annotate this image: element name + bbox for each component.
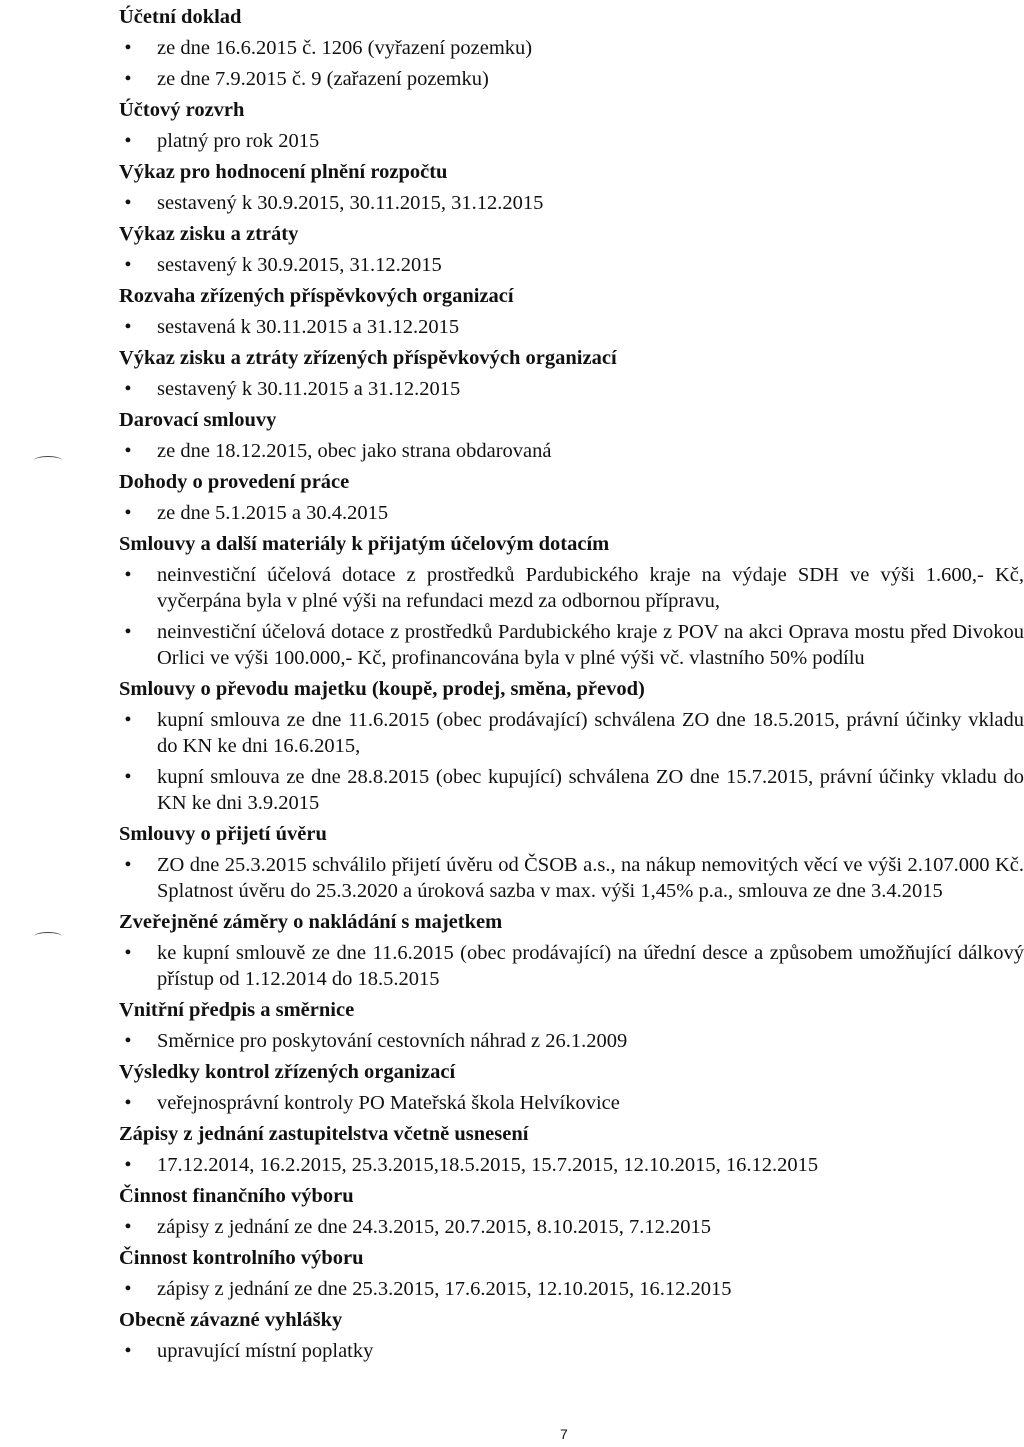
section xyxy=(119,1181,1024,1243)
section xyxy=(119,907,1024,995)
section-title: Smlouvy o převodu majetku (koupě, prodej, směna, převod) xyxy=(119,678,645,700)
document-body xyxy=(119,2,1024,1367)
list-item-text: platný pro rok 2015 xyxy=(157,130,320,152)
section xyxy=(119,995,1024,1057)
list-item xyxy=(119,374,1024,405)
list-item xyxy=(119,1088,1024,1119)
bullet-icon: • xyxy=(124,564,132,586)
list-item xyxy=(119,617,1024,674)
section-title: Činnost kontrolního výboru xyxy=(119,1247,364,1269)
list-item xyxy=(119,1212,1024,1243)
section-title: Výkaz zisku a ztráty zřízených příspěvkových organizací xyxy=(119,347,617,369)
bullet-icon: • xyxy=(124,1340,132,1362)
list-item xyxy=(119,188,1024,219)
list-item-text: neinvestiční účelová dotace z prostředků Pardubického kraje z POV na akci Oprava mostu před Divokou Orlici ve výši 100.000,- Kč, profinancována byla v plné výši vč. vlastního 50% podílu xyxy=(157,621,1024,669)
section-title: Zápisy z jednání zastupitelstva včetně usnesení xyxy=(119,1123,529,1145)
list-item xyxy=(119,1336,1024,1367)
list-item xyxy=(119,762,1024,819)
list-item-text: 17.12.2014, 16.2.2015, 25.3.2015,18.5.2015, 15.7.2015, 12.10.2015, 16.12.2015 xyxy=(157,1154,819,1176)
section xyxy=(119,343,1024,405)
list-item-text: veřejnosprávní kontroly PO Mateřská škola Helvíkovice xyxy=(157,1092,620,1114)
list-item xyxy=(119,1274,1024,1305)
list-item xyxy=(119,1026,1024,1057)
section xyxy=(119,819,1024,907)
list-item-text: ze dne 5.1.2015 a 30.4.2015 xyxy=(157,502,389,524)
section-title: Účtový rozvrh xyxy=(119,99,245,121)
bullet-icon: • xyxy=(124,1030,132,1052)
section xyxy=(119,529,1024,674)
bullet-icon: • xyxy=(124,316,132,338)
list-item xyxy=(119,33,1024,64)
list-item-text: ze dne 16.6.2015 č. 1206 (vyřazení pozemku) xyxy=(157,37,533,59)
section-title: Výkaz zisku a ztráty xyxy=(119,223,299,245)
list-item xyxy=(119,938,1024,995)
section xyxy=(119,405,1024,467)
section xyxy=(119,467,1024,529)
bullet-icon: • xyxy=(124,766,132,788)
bullet-icon: • xyxy=(124,1092,132,1114)
margin-mark xyxy=(34,456,62,465)
bullet-icon: • xyxy=(124,378,132,400)
list-item-text: Směrnice pro poskytování cestovních náhrad z 26.1.2009 xyxy=(157,1030,628,1052)
section xyxy=(119,95,1024,157)
list-item xyxy=(119,126,1024,157)
section xyxy=(119,281,1024,343)
section-title: Dohody o provedení práce xyxy=(119,471,350,493)
bullet-icon: • xyxy=(124,854,132,876)
section-title: Smlouvy a další materiály k přijatým účelovým dotacím xyxy=(119,533,610,555)
bullet-icon: • xyxy=(124,502,132,524)
list-item xyxy=(119,436,1024,467)
list-item-text: sestavený k 30.9.2015, 31.12.2015 xyxy=(157,254,442,276)
section xyxy=(119,2,1024,95)
margin-mark xyxy=(34,932,62,941)
list-item xyxy=(119,1150,1024,1181)
bullet-icon: • xyxy=(124,621,132,643)
section-title: Činnost finančního výboru xyxy=(119,1185,354,1207)
bullet-icon: • xyxy=(124,709,132,731)
list-item-text: sestavený k 30.11.2015 a 31.12.2015 xyxy=(157,378,461,400)
list-item-text: kupní smlouva ze dne 28.8.2015 (obec kupující) schválena ZO dne 15.7.2015, právní účinky vkladu do KN ke dni 3.9.2015 xyxy=(157,766,1024,814)
list-item xyxy=(119,312,1024,343)
section-title: Rozvaha zřízených příspěvkových organizací xyxy=(119,285,514,307)
list-item-text: kupní smlouva ze dne 11.6.2015 (obec prodávající) schválena ZO dne 18.5.2015, právní účinky vkladu do KN ke dni 16.6.2015, xyxy=(157,709,1024,757)
section xyxy=(119,1243,1024,1305)
bullet-icon: • xyxy=(124,37,132,59)
list-item-text: zápisy z jednání ze dne 24.3.2015, 20.7.2015, 8.10.2015, 7.12.2015 xyxy=(157,1216,711,1238)
list-item xyxy=(119,850,1024,907)
section xyxy=(119,1119,1024,1181)
bullet-icon: • xyxy=(124,1216,132,1238)
list-item-text: neinvestiční účelová dotace z prostředků Pardubického kraje na výdaje SDH ve výši 1.600,- Kč, vyčerpána byla v plné výši na refundaci mezd za odbornou přípravu, xyxy=(157,564,1024,612)
section-title: Obecně závazné vyhlášky xyxy=(119,1309,343,1331)
section-title: Účetní doklad xyxy=(119,6,242,28)
bullet-icon: • xyxy=(124,942,132,964)
list-item-text: ZO dne 25.3.2015 schválilo přijetí úvěru od ČSOB a.s., na nákup nemovitých věcí ve výši 2.107.000 Kč. Splatnost úvěru do 25.3.2020 a úroková sazba v max. výši 1,45% p.a., smlouva ze dne 3.4.2015 xyxy=(157,854,1024,902)
section-title: Smlouvy o přijetí úvěru xyxy=(119,823,327,845)
list-item xyxy=(119,705,1024,762)
section-title: Darovací smlouvy xyxy=(119,409,277,431)
page-number: 7 xyxy=(560,1426,568,1442)
bullet-icon: • xyxy=(124,68,132,90)
section-title: Zveřejněné záměry o nakládání s majetkem xyxy=(119,911,503,933)
bullet-icon: • xyxy=(124,1278,132,1300)
list-item-text: ke kupní smlouvě ze dne 11.6.2015 (obec prodávající) na úřední desce a způsobem umožňující dálkový přístup od 1.12.2014 do 18.5.2015 xyxy=(157,942,1024,990)
list-item-text: zápisy z jednání ze dne 25.3.2015, 17.6.2015, 12.10.2015, 16.12.2015 xyxy=(157,1278,732,1300)
bullet-icon: • xyxy=(124,254,132,276)
section-title: Výsledky kontrol zřízených organizací xyxy=(119,1061,456,1083)
bullet-icon: • xyxy=(124,440,132,462)
section xyxy=(119,1305,1024,1367)
bullet-icon: • xyxy=(124,192,132,214)
bullet-icon: • xyxy=(124,130,132,152)
list-item-text: sestavená k 30.11.2015 a 31.12.2015 xyxy=(157,316,460,338)
bullet-icon: • xyxy=(124,1154,132,1176)
section xyxy=(119,674,1024,819)
list-item xyxy=(119,64,1024,95)
section xyxy=(119,1057,1024,1119)
section-title: Vnitřní předpis a směrnice xyxy=(119,999,355,1021)
section-title: Výkaz pro hodnocení plnění rozpočtu xyxy=(119,161,448,183)
list-item-text: upravující místní poplatky xyxy=(157,1340,374,1362)
list-item xyxy=(119,560,1024,617)
section xyxy=(119,157,1024,219)
list-item xyxy=(119,250,1024,281)
list-item-text: ze dne 18.12.2015, obec jako strana obdarovaná xyxy=(157,440,552,462)
section xyxy=(119,219,1024,281)
list-item-text: ze dne 7.9.2015 č. 9 (zařazení pozemku) xyxy=(157,68,489,90)
list-item-text: sestavený k 30.9.2015, 30.11.2015, 31.12.2015 xyxy=(157,192,544,214)
list-item xyxy=(119,498,1024,529)
